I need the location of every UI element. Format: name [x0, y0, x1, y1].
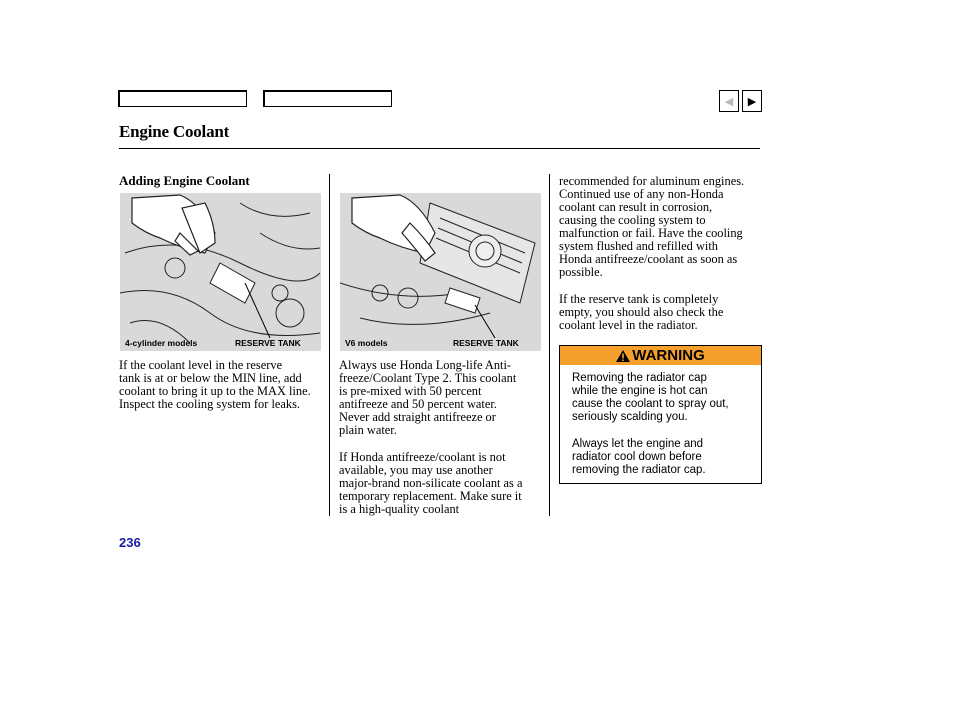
figure-caption-reserve-tank: RESERVE TANK	[235, 338, 301, 348]
figure-caption-reserve-tank: RESERVE TANK	[453, 338, 519, 348]
column3-paragraph-2: If the reserve tank is completely empty, you should also check the coolant level in the radiator.	[559, 292, 724, 332]
figure-v6	[340, 193, 541, 351]
nav-tab-1[interactable]	[118, 90, 247, 107]
prev-page-button[interactable]	[719, 90, 739, 112]
engine-illustration	[120, 193, 321, 351]
column-divider-2	[549, 174, 550, 516]
section-heading: Adding Engine Coolant	[119, 173, 250, 188]
column2-paragraph-1: Always use Honda Long-life Anti- freeze/Coolant Type 2. This coolant is pre-mixed with 50 percent antifreeze and 50 percent water. Never add straight antifreeze or plain water.	[339, 358, 517, 437]
next-page-button[interactable]	[742, 90, 762, 112]
figure-4-cylinder	[120, 193, 321, 351]
nav-tab-2[interactable]	[263, 90, 392, 107]
column-divider-1	[329, 174, 330, 516]
warning-label: WARNING	[632, 347, 705, 364]
warning-header	[560, 346, 761, 365]
column1-text: If the coolant level in the reserve tank is at or below the MIN line, add coolant to bring it up to the MAX line. Inspect the cooling system for leaks.	[119, 358, 311, 411]
warning-box	[559, 345, 762, 484]
column2-paragraph-2: If Honda antifreeze/coolant is not available, you may use another major-brand non-silicate coolant as a temporary replacement. Make sure it is a high-quality coolant	[339, 450, 523, 516]
page-title: Engine Coolant	[119, 122, 230, 141]
left-triangle-icon: ◀	[724, 95, 734, 108]
warning-text-1: Removing the radiator cap while the engine is hot can cause the coolant to spray out, seriously scalding you.	[572, 372, 729, 423]
figure-caption-model: 4-cylinder models	[125, 338, 198, 348]
title-divider	[119, 148, 760, 149]
figure-caption-model: V6 models	[345, 338, 388, 348]
warning-text-2: Always let the engine and radiator cool down before removing the radiator cap.	[572, 438, 706, 476]
engine-illustration	[340, 193, 541, 351]
warning-triangle-icon	[616, 350, 630, 362]
right-triangle-icon: ▶	[747, 95, 757, 108]
page-number: 236	[119, 535, 141, 550]
column3-paragraph-1: recommended for aluminum engines. Continued use of any non-Honda coolant can result in corrosion, causing the cooling system to malfunction or fail. Have the cooling system flushed and refilled with Honda antifreeze/coolant as soon as possible.	[559, 174, 745, 279]
